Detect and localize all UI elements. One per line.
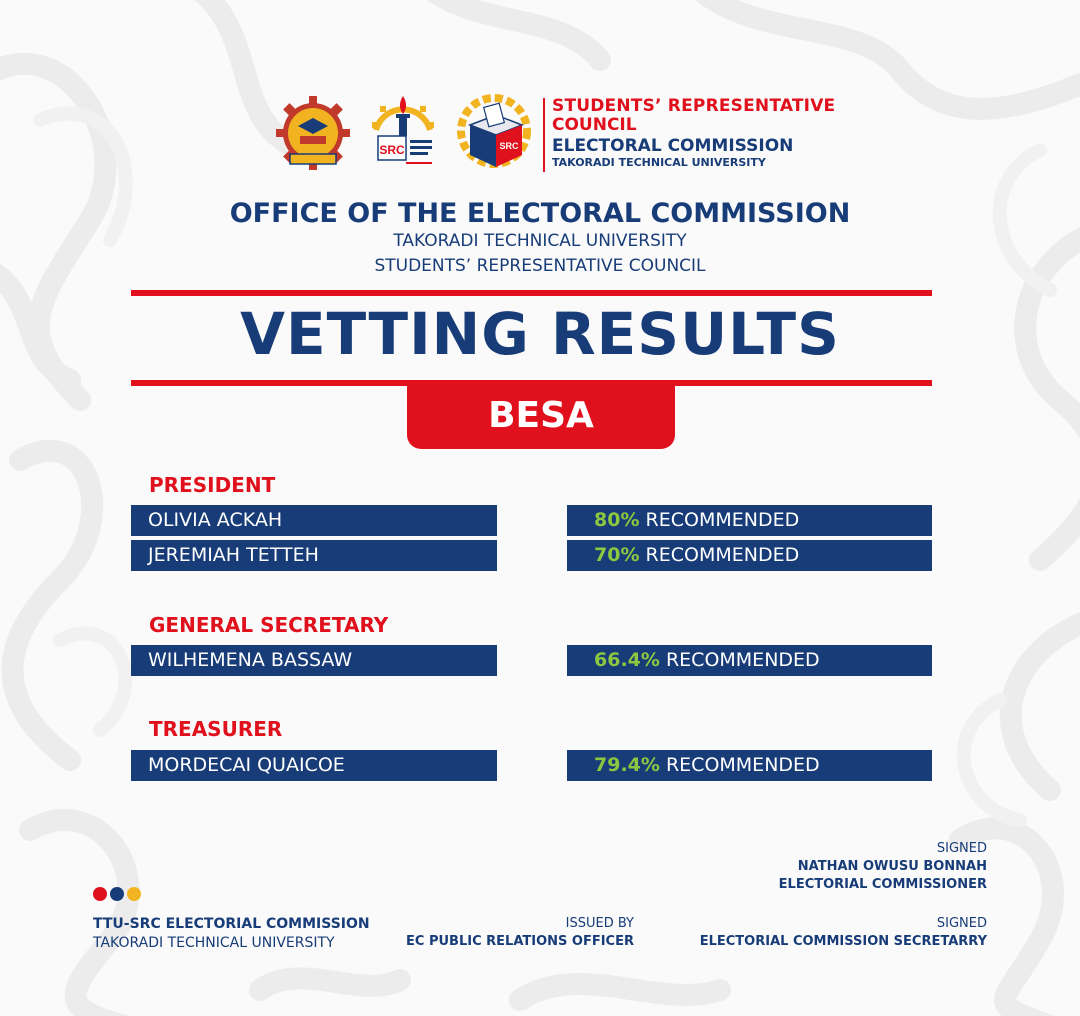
section-treasurer: TREASURER (149, 717, 283, 741)
result-percent: 66.4% (594, 649, 660, 671)
issued-by-block (395, 916, 634, 949)
office-subtitle-1: TAKORADI TECHNICAL UNIVERSITY (393, 231, 687, 251)
org-line-3: ELECTORAL COMMISSION (552, 136, 794, 156)
candidate-result (567, 540, 932, 571)
signatory-title: ELECTORIAL COMMISSION SECRETARRY (699, 934, 987, 949)
signed-label: SIGNED (936, 841, 987, 856)
footer-org (93, 916, 370, 951)
candidate-name: OLIVIA ACKAH (131, 505, 497, 536)
org-line-1: STUDENTS’ REPRESENTATIVE (552, 96, 836, 116)
top-red-rule (131, 290, 932, 296)
org-name-block (552, 98, 852, 168)
section-president: PRESIDENT (149, 473, 276, 497)
org-divider (543, 98, 545, 172)
footer-org-name: TTU-SRC ELECTORIAL COMMISSION (93, 916, 370, 932)
result-verdict: RECOMMENDED (665, 649, 820, 671)
result-percent: 70% (594, 544, 640, 566)
candidate-name: JEREMIAH TETTEH (131, 540, 497, 571)
result-verdict: RECOMMENDED (645, 544, 800, 566)
ballot-box-text: SRC (499, 141, 519, 151)
university-crest-logo (276, 96, 350, 170)
candidate-result (567, 645, 932, 676)
candidate-result (567, 505, 932, 536)
signatory-title: ELECTORIAL COMMISSIONER (778, 877, 987, 892)
result-verdict: RECOMMENDED (665, 754, 820, 776)
result-percent: 79.4% (594, 754, 660, 776)
red-dot (93, 887, 107, 901)
org-line-4: TAKORADI TECHNICAL UNIVERSITY (552, 156, 766, 169)
ballot-box-logo (456, 93, 536, 173)
signatory-name: NATHAN OWUSU BONNAH (797, 859, 987, 874)
main-title: VETTING RESULTS (240, 300, 840, 368)
association-badge: BESA (407, 385, 675, 449)
footer-org-sub: TAKORADI TECHNICAL UNIVERSITY (93, 935, 335, 951)
signed-label: SIGNED (936, 916, 987, 931)
issued-label: ISSUED BY (565, 916, 634, 931)
gold-dot (127, 887, 141, 901)
navy-dot (110, 887, 124, 901)
section-general-secretary: GENERAL SECRETARY (149, 613, 389, 637)
signatory-commissioner (690, 841, 987, 892)
office-title: OFFICE OF THE ELECTORAL COMMISSION (229, 198, 851, 229)
src-emblem-text: SRC (379, 143, 405, 157)
candidate-result (567, 750, 932, 781)
org-line-2: COUNCIL (552, 115, 637, 135)
signatory-secretary (660, 916, 987, 949)
candidate-name: WILHEMENA BASSAW (131, 645, 497, 676)
office-subtitle-2: STUDENTS’ REPRESENTATIVE COUNCIL (374, 256, 706, 276)
src-emblem-logo (366, 92, 440, 176)
result-verdict: RECOMMENDED (645, 509, 800, 531)
result-percent: 80% (594, 509, 640, 531)
candidate-name: MORDECAI QUAICOE (131, 750, 497, 781)
issued-by: EC PUBLIC RELATIONS OFFICER (406, 934, 634, 949)
